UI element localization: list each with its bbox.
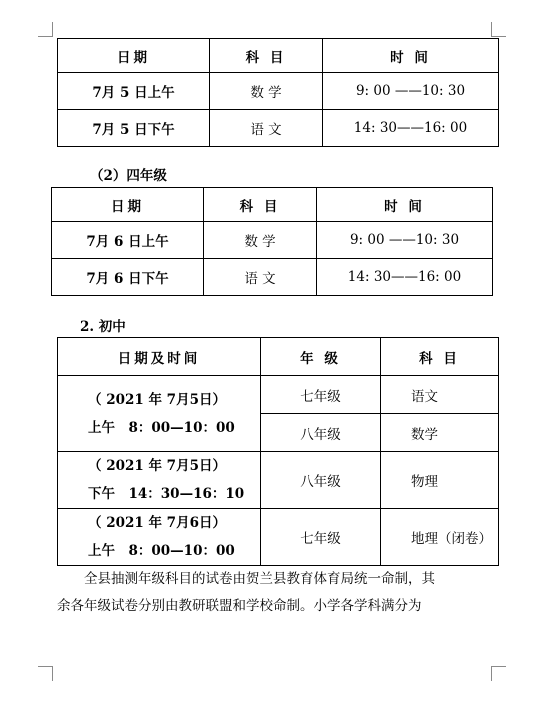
table-header-row	[52, 188, 493, 222]
grade4-schedule-table	[51, 187, 493, 296]
date-time-cell	[58, 376, 261, 452]
time-cell: 14: 30——16: 00	[317, 259, 493, 296]
junior-schedule-table	[57, 337, 499, 566]
date-time-cell	[58, 452, 261, 509]
table-row	[58, 376, 499, 414]
date-cell: 7月 6 日上午	[52, 222, 204, 259]
exam-time: 上午 8：00—10：00	[88, 419, 235, 436]
subject-cell: 数 学	[204, 222, 317, 259]
page-corner-mark	[38, 22, 53, 37]
header-time: 时 间	[323, 39, 499, 73]
exam-time: 下午 14：30—16：10	[88, 486, 245, 502]
date-cell: 7月 5 日上午	[58, 73, 210, 110]
table-row	[58, 452, 499, 509]
header-grade: 年 级	[261, 338, 381, 376]
grade-cell: 八年级	[261, 452, 381, 509]
time-cell: 9: 00 ——10: 30	[323, 73, 499, 110]
header-subject: 科 目	[204, 188, 317, 222]
header-subject: 科 目	[381, 338, 499, 376]
header-date: 日期	[52, 188, 204, 222]
section-title-grade4: （2）四年级	[90, 168, 167, 184]
date-cell: 7月 5 日下午	[58, 110, 210, 147]
exam-time: 上午 8：00—10：00	[88, 543, 235, 559]
section-title-junior: 2. 初中	[80, 319, 126, 335]
page-corner-mark	[491, 666, 506, 681]
body-paragraph-line-2: 余各年级试卷分别由教研联盟和学校命制。小学各学科满分为	[57, 598, 422, 614]
subject-cell: 数 学	[210, 73, 323, 110]
header-time: 时 间	[317, 188, 493, 222]
header-subject: 科 目	[210, 39, 323, 73]
header-date: 日期	[58, 39, 210, 73]
table-row	[58, 509, 499, 566]
time-cell: 9: 00 ——10: 30	[317, 222, 493, 259]
time-cell: 14: 30——16: 00	[323, 110, 499, 147]
date-time-cell	[58, 509, 261, 566]
grade-cell: 七年级	[261, 509, 381, 566]
subject-cell: 语 文	[210, 110, 323, 147]
page-corner-mark	[38, 666, 53, 681]
subject-cell: 语文	[381, 376, 499, 414]
grade-cell: 七年级	[261, 376, 381, 414]
exam-date: （ 2021 年 7月5日）	[88, 391, 226, 408]
table-row	[58, 73, 499, 110]
subject-cell: 语 文	[204, 259, 317, 296]
body-paragraph-line-1: 全县抽测年级科目的试卷由贺兰县教育体育局统一命制，其	[84, 571, 435, 587]
table-header-row	[58, 39, 499, 73]
table-row	[52, 259, 493, 296]
page-corner-mark	[491, 22, 506, 37]
subject-cell: 地理（闭卷）	[381, 509, 499, 566]
grade-cell: 八年级	[261, 414, 381, 452]
table-row	[58, 110, 499, 147]
grade3-schedule-table	[57, 38, 499, 147]
table-header-row	[58, 338, 499, 376]
subject-cell: 物理	[381, 452, 499, 509]
exam-date: （ 2021 年 7月6日）	[88, 515, 226, 531]
date-cell: 7月 6 日下午	[52, 259, 204, 296]
header-date-time: 日期及时间	[58, 338, 261, 376]
table-row	[52, 222, 493, 259]
subject-cell: 数学	[381, 414, 499, 452]
exam-date: （ 2021 年 7月5日）	[88, 458, 226, 474]
